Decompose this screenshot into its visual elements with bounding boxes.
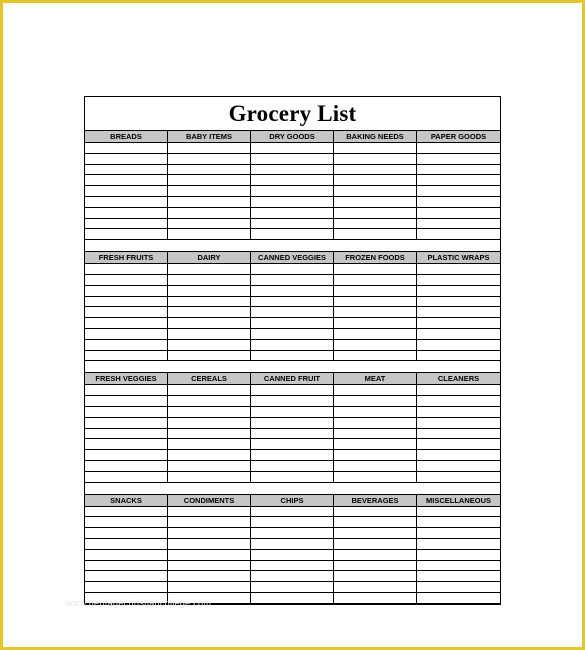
list-entry-cell[interactable] (417, 229, 500, 240)
list-entry-cell[interactable] (417, 571, 500, 582)
list-entry-cell[interactable] (251, 286, 334, 297)
list-entry-cell[interactable] (417, 186, 500, 197)
list-entry-cell[interactable] (417, 154, 500, 165)
list-entry-cell[interactable] (334, 450, 417, 461)
list-entry-cell[interactable] (334, 143, 417, 154)
list-entry-cell[interactable] (251, 219, 334, 230)
list-entry-cell[interactable] (334, 275, 417, 286)
list-entry-cell[interactable] (168, 264, 251, 275)
list-entry-cell[interactable] (417, 528, 500, 539)
list-entry-cell[interactable] (251, 208, 334, 219)
list-entry-cell[interactable] (417, 286, 500, 297)
list-entry-cell[interactable] (168, 307, 251, 318)
list-entry-cell[interactable] (168, 297, 251, 308)
list-entry-cell[interactable] (251, 175, 334, 186)
list-entry-cell[interactable] (334, 286, 417, 297)
list-entry-cell[interactable] (334, 229, 417, 240)
list-entry-cell[interactable] (251, 539, 334, 550)
sections-container (85, 130, 500, 604)
grocery-grid (85, 251, 500, 361)
list-entry-cell[interactable] (168, 165, 251, 176)
list-entry-cell[interactable] (85, 507, 168, 518)
category-header: CANNED FRUIT (251, 372, 334, 385)
list-entry-cell[interactable] (168, 450, 251, 461)
list-entry-cell[interactable] (85, 340, 168, 351)
list-entry-cell[interactable] (85, 286, 168, 297)
list-entry-cell[interactable] (251, 593, 334, 604)
grocery-grid (85, 130, 500, 240)
list-entry-cell[interactable] (251, 275, 334, 286)
list-entry-cell[interactable] (85, 351, 168, 362)
list-entry-cell[interactable] (85, 439, 168, 450)
list-entry-cell[interactable] (334, 219, 417, 230)
grocery-list-sheet (84, 96, 501, 605)
list-entry-cell[interactable] (417, 264, 500, 275)
list-entry-cell[interactable] (168, 143, 251, 154)
list-entry-cell[interactable] (168, 550, 251, 561)
list-entry-cell[interactable] (417, 439, 500, 450)
list-entry-cell[interactable] (334, 351, 417, 362)
list-entry-cell[interactable] (168, 186, 251, 197)
list-entry-cell[interactable] (168, 418, 251, 429)
list-entry-cell[interactable] (417, 275, 500, 286)
list-entry-cell[interactable] (85, 517, 168, 528)
grocery-section-4 (85, 494, 500, 604)
list-entry-cell[interactable] (168, 275, 251, 286)
list-entry-cell[interactable] (168, 318, 251, 329)
list-entry-cell[interactable] (85, 208, 168, 219)
list-entry-cell[interactable] (417, 450, 500, 461)
list-entry-cell[interactable] (85, 318, 168, 329)
list-entry-cell[interactable] (334, 517, 417, 528)
list-entry-cell[interactable] (85, 229, 168, 240)
list-entry-cell[interactable] (417, 429, 500, 440)
list-entry-cell[interactable] (334, 582, 417, 593)
list-entry-cell[interactable] (85, 264, 168, 275)
list-entry-cell[interactable] (334, 340, 417, 351)
list-entry-cell[interactable] (251, 407, 334, 418)
list-entry-cell[interactable] (251, 229, 334, 240)
list-entry-cell[interactable] (334, 571, 417, 582)
list-entry-cell[interactable] (251, 528, 334, 539)
list-entry-cell[interactable] (334, 550, 417, 561)
list-entry-cell[interactable] (334, 593, 417, 604)
list-entry-cell[interactable] (334, 461, 417, 472)
list-entry-cell[interactable] (334, 439, 417, 450)
list-entry-cell[interactable] (251, 461, 334, 472)
category-header: FRESH FRUITS (85, 251, 168, 264)
list-entry-cell[interactable] (334, 561, 417, 572)
list-entry-cell[interactable] (417, 143, 500, 154)
list-entry-cell[interactable] (251, 582, 334, 593)
list-entry-cell[interactable] (334, 507, 417, 518)
list-entry-cell[interactable] (168, 385, 251, 396)
list-entry-cell[interactable] (85, 197, 168, 208)
list-entry-cell[interactable] (417, 461, 500, 472)
list-entry-cell[interactable] (85, 219, 168, 230)
list-entry-cell[interactable] (334, 385, 417, 396)
list-entry-cell[interactable] (251, 143, 334, 154)
list-entry-cell[interactable] (85, 582, 168, 593)
list-entry-cell[interactable] (251, 329, 334, 340)
list-entry-cell[interactable] (417, 340, 500, 351)
list-entry-cell[interactable] (168, 407, 251, 418)
list-entry-cell[interactable] (417, 418, 500, 429)
list-entry-cell[interactable] (85, 561, 168, 572)
list-entry-cell[interactable] (251, 450, 334, 461)
list-entry-cell[interactable] (251, 439, 334, 450)
list-entry-cell[interactable] (85, 396, 168, 407)
section-spacer (85, 361, 500, 372)
category-header: CANNED VEGGIES (251, 251, 334, 264)
list-entry-cell[interactable] (168, 429, 251, 440)
category-header: PLASTIC WRAPS (417, 251, 500, 264)
watermark-text: www.heritagechristiancollege.com (66, 598, 212, 608)
list-entry-cell[interactable] (168, 197, 251, 208)
list-entry-cell[interactable] (251, 517, 334, 528)
list-entry-cell[interactable] (417, 582, 500, 593)
list-entry-cell[interactable] (417, 329, 500, 340)
list-entry-cell[interactable] (168, 351, 251, 362)
list-entry-cell[interactable] (85, 275, 168, 286)
list-entry-cell[interactable] (251, 165, 334, 176)
grocery-section-1 (85, 130, 500, 240)
list-entry-cell[interactable] (417, 407, 500, 418)
category-header: CHIPS (251, 494, 334, 507)
list-entry-cell[interactable] (334, 472, 417, 483)
category-header: BEVERAGES (334, 494, 417, 507)
list-entry-cell[interactable] (417, 208, 500, 219)
list-entry-cell[interactable] (417, 297, 500, 308)
list-entry-cell[interactable] (334, 297, 417, 308)
category-header: BABY ITEMS (168, 130, 251, 143)
grocery-grid (85, 494, 500, 604)
list-entry-cell[interactable] (251, 561, 334, 572)
list-entry-cell[interactable] (251, 550, 334, 561)
list-entry-cell[interactable] (334, 407, 417, 418)
list-entry-cell[interactable] (168, 396, 251, 407)
list-entry-cell[interactable] (251, 507, 334, 518)
list-entry-cell[interactable] (251, 264, 334, 275)
list-entry-cell[interactable] (168, 175, 251, 186)
list-entry-cell[interactable] (168, 528, 251, 539)
list-entry-cell[interactable] (85, 429, 168, 440)
list-entry-cell[interactable] (168, 507, 251, 518)
list-entry-cell[interactable] (334, 197, 417, 208)
list-entry-cell[interactable] (334, 208, 417, 219)
list-entry-cell[interactable] (334, 318, 417, 329)
list-entry-cell[interactable] (251, 396, 334, 407)
category-header: SNACKS (85, 494, 168, 507)
list-entry-cell[interactable] (168, 208, 251, 219)
category-header: FROZEN FOODS (334, 251, 417, 264)
category-header: CLEANERS (417, 372, 500, 385)
section-spacer (85, 483, 500, 494)
list-entry-cell[interactable] (85, 175, 168, 186)
category-header: PAPER GOODS (417, 130, 500, 143)
list-entry-cell[interactable] (334, 186, 417, 197)
list-entry-cell[interactable] (168, 219, 251, 230)
category-header: DAIRY (168, 251, 251, 264)
list-entry-cell[interactable] (417, 197, 500, 208)
list-entry-cell[interactable] (168, 561, 251, 572)
list-entry-cell[interactable] (251, 472, 334, 483)
list-entry-cell[interactable] (334, 307, 417, 318)
list-entry-cell[interactable] (417, 175, 500, 186)
list-entry-cell[interactable] (168, 571, 251, 582)
list-entry-cell[interactable] (85, 307, 168, 318)
category-header: CEREALS (168, 372, 251, 385)
list-entry-cell[interactable] (251, 297, 334, 308)
list-entry-cell[interactable] (168, 439, 251, 450)
list-entry-cell[interactable] (85, 528, 168, 539)
list-entry-cell[interactable] (168, 286, 251, 297)
list-entry-cell[interactable] (251, 351, 334, 362)
list-entry-cell[interactable] (168, 461, 251, 472)
category-header: FRESH VEGGIES (85, 372, 168, 385)
list-entry-cell[interactable] (251, 571, 334, 582)
list-entry-cell[interactable] (251, 186, 334, 197)
category-header: MISCELLANEOUS (417, 494, 500, 507)
list-entry-cell[interactable] (85, 143, 168, 154)
list-entry-cell[interactable] (168, 582, 251, 593)
list-entry-cell[interactable] (417, 593, 500, 604)
list-entry-cell[interactable] (85, 407, 168, 418)
list-entry-cell[interactable] (417, 318, 500, 329)
list-entry-cell[interactable] (85, 385, 168, 396)
list-entry-cell[interactable] (417, 351, 500, 362)
list-entry-cell[interactable] (251, 197, 334, 208)
list-entry-cell[interactable] (417, 385, 500, 396)
list-entry-cell[interactable] (334, 528, 417, 539)
grocery-section-3 (85, 372, 500, 482)
list-entry-cell[interactable] (85, 329, 168, 340)
category-header: BAKING NEEDS (334, 130, 417, 143)
category-header: BREADS (85, 130, 168, 143)
list-entry-cell[interactable] (334, 418, 417, 429)
list-entry-cell[interactable] (168, 517, 251, 528)
list-entry-cell[interactable] (251, 340, 334, 351)
list-entry-cell[interactable] (334, 175, 417, 186)
list-entry-cell[interactable] (417, 517, 500, 528)
list-entry-cell[interactable] (251, 429, 334, 440)
list-entry-cell[interactable] (417, 539, 500, 550)
list-entry-cell[interactable] (417, 550, 500, 561)
list-entry-cell[interactable] (85, 297, 168, 308)
list-entry-cell[interactable] (168, 154, 251, 165)
list-entry-cell[interactable] (417, 396, 500, 407)
list-entry-cell[interactable] (85, 472, 168, 483)
list-entry-cell[interactable] (168, 229, 251, 240)
list-entry-cell[interactable] (251, 307, 334, 318)
list-entry-cell[interactable] (168, 539, 251, 550)
page-title: Grocery List (228, 101, 357, 126)
list-entry-cell[interactable] (168, 472, 251, 483)
grocery-section-2 (85, 251, 500, 361)
list-entry-cell[interactable] (168, 329, 251, 340)
list-entry-cell[interactable] (334, 429, 417, 440)
list-entry-cell[interactable] (251, 418, 334, 429)
list-entry-cell[interactable] (334, 264, 417, 275)
list-entry-cell[interactable] (85, 450, 168, 461)
list-entry-cell[interactable] (251, 154, 334, 165)
list-entry-cell[interactable] (85, 154, 168, 165)
list-entry-cell[interactable] (334, 165, 417, 176)
list-entry-cell[interactable] (168, 340, 251, 351)
list-entry-cell[interactable] (85, 539, 168, 550)
list-entry-cell[interactable] (334, 396, 417, 407)
list-entry-cell[interactable] (417, 561, 500, 572)
list-entry-cell[interactable] (85, 461, 168, 472)
section-spacer (85, 240, 500, 251)
list-entry-cell[interactable] (334, 539, 417, 550)
grocery-grid (85, 372, 500, 482)
list-entry-cell[interactable] (85, 165, 168, 176)
list-entry-cell[interactable] (417, 219, 500, 230)
list-entry-cell[interactable] (334, 154, 417, 165)
list-entry-cell[interactable] (85, 418, 168, 429)
list-entry-cell[interactable] (85, 186, 168, 197)
category-header: DRY GOODS (251, 130, 334, 143)
list-entry-cell[interactable] (251, 318, 334, 329)
list-entry-cell[interactable] (417, 507, 500, 518)
list-entry-cell[interactable] (417, 472, 500, 483)
list-entry-cell[interactable] (417, 165, 500, 176)
category-header: CONDIMENTS (168, 494, 251, 507)
list-entry-cell[interactable] (417, 307, 500, 318)
list-entry-cell[interactable] (334, 329, 417, 340)
list-entry-cell[interactable] (85, 550, 168, 561)
list-entry-cell[interactable] (251, 385, 334, 396)
list-entry-cell[interactable] (85, 571, 168, 582)
category-header: MEAT (334, 372, 417, 385)
